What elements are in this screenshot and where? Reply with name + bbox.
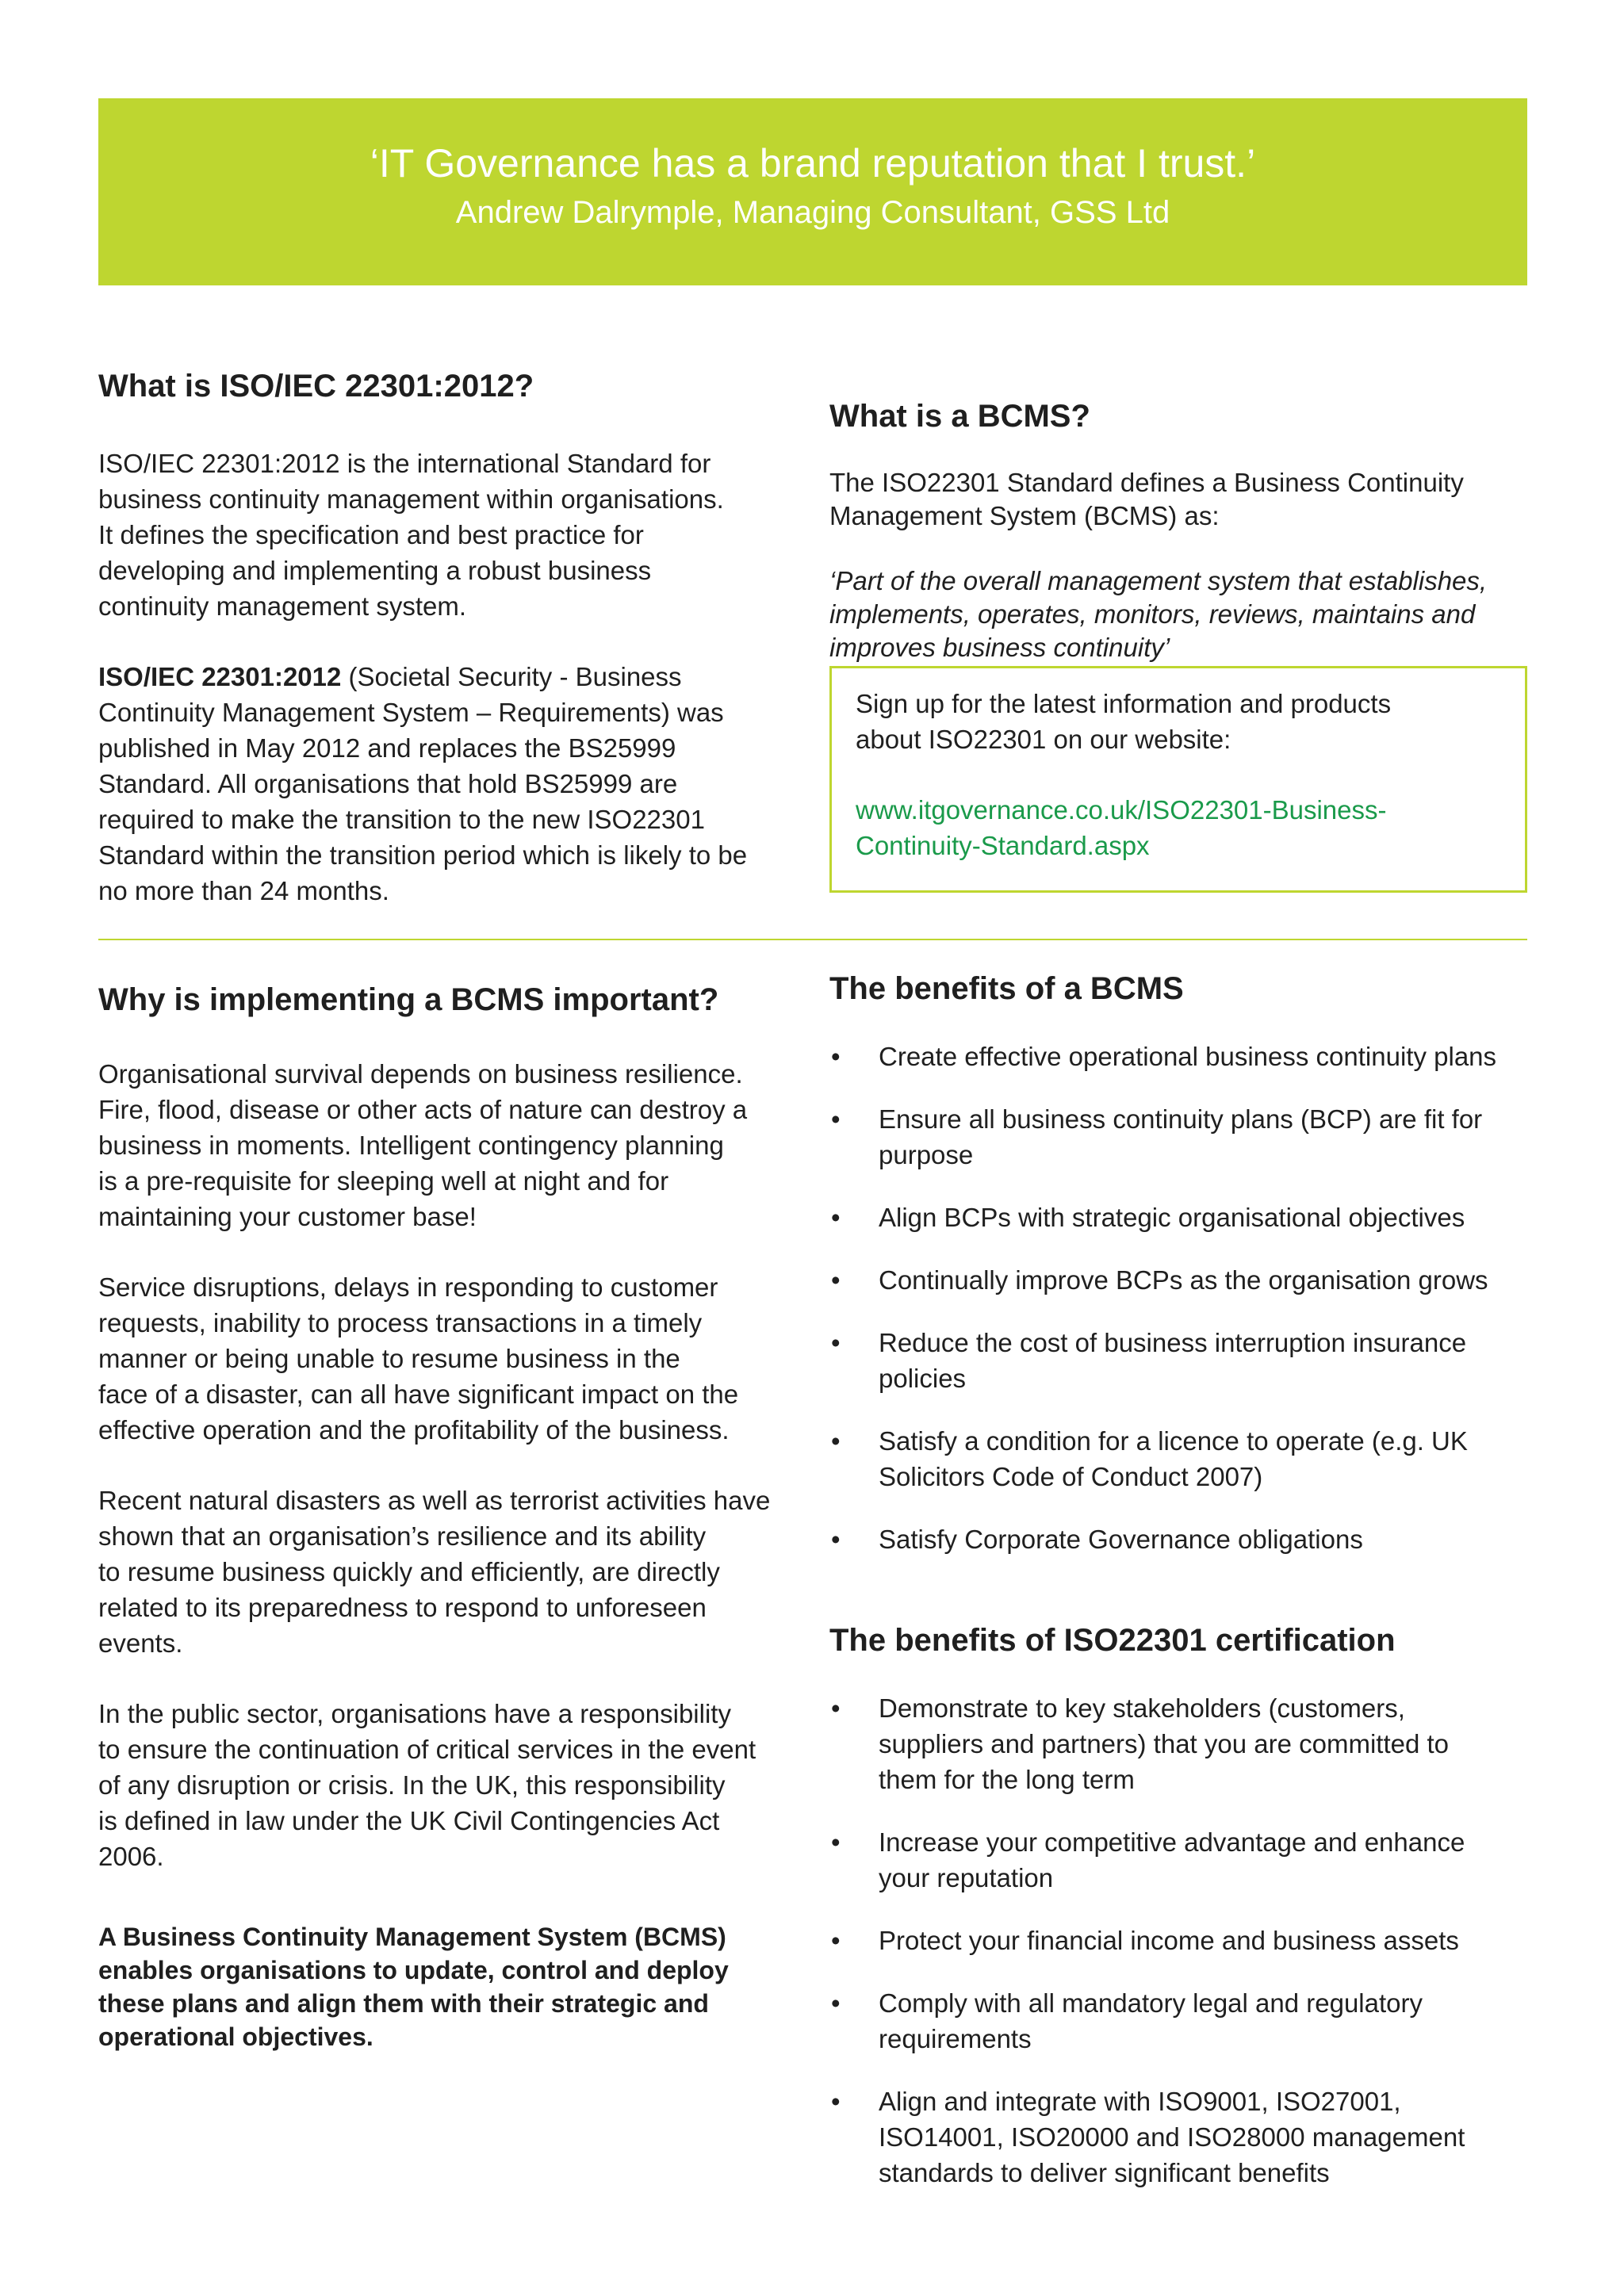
paragraph-gap xyxy=(98,1661,796,1696)
why-paragraph: In the public sector, organisations have a responsibility to ensure the continuation of critical services in the event of any disruption or crisis. In the UK, this responsibility is defined in law under the UK Civil Contingencies Act 2006. xyxy=(98,1699,756,1871)
section-divider xyxy=(98,939,1527,940)
benefit-item: • Reduce the cost of business interruption insurance policies xyxy=(829,1325,1527,1396)
why-paragraphs xyxy=(98,1056,796,1874)
bullet-icon: • xyxy=(831,1104,841,1134)
benefits-cert-list xyxy=(829,1690,1527,2191)
benefit-item: • Demonstrate to key stakeholders (customers, suppliers and partners) that you are committed to them for the long term xyxy=(829,1690,1527,1797)
benefit-item: • Align and integrate with ISO9001, ISO27001, ISO14001, ISO20000 and ISO28000 management standards to deliver significant benefits xyxy=(829,2084,1527,2191)
heading-what-iso: What is ISO/IEC 22301:2012? xyxy=(98,369,534,404)
bullet-icon: • xyxy=(831,1693,841,1723)
what-bcms-intro: The ISO22301 Standard defines a Business Continuity Management System (BCMS) as: xyxy=(829,468,1464,530)
heading-what-bcms: What is a BCMS? xyxy=(829,399,1090,434)
benefit-item: • Create effective operational business continuity plans xyxy=(829,1039,1527,1074)
bullet-icon: • xyxy=(831,1926,841,1955)
testimonial-banner xyxy=(98,98,1527,285)
benefit-item: • Satisfy Corporate Governance obligations xyxy=(829,1521,1527,1557)
bullet-icon: • xyxy=(831,1328,841,1357)
why-paragraph: Service disruptions, delays in responding to customer requests, inability to process transactions in a timely manner or being unable to resume business in the face of a disaster, can all have significant impact on the effective operation and the profitability of the business. xyxy=(98,1272,739,1445)
section-benefits-cert xyxy=(829,1621,1527,2218)
why-paragraph: Organisational survival depends on business resilience. Fire, flood, disease or other acts of nature can destroy a business in moments. Intelligent contingency planning is a pre-requisite for sleeping well at night and for maintaining your customer base! xyxy=(98,1059,748,1231)
bullet-icon: • xyxy=(831,1827,841,1857)
bullet-icon: • xyxy=(831,1265,841,1295)
testimonial-quote: ‘IT Governance has a brand reputation that I trust.’ xyxy=(370,141,1256,186)
paragraph-gap xyxy=(98,1448,796,1483)
heading-benefits-cert: The benefits of ISO22301 certification xyxy=(829,1623,1396,1658)
bullet-icon: • xyxy=(831,1203,841,1232)
bullet-icon: • xyxy=(831,1426,841,1456)
paragraph-gap xyxy=(98,1234,796,1269)
testimonial-author: Andrew Dalrymple, Managing Consultant, GSS Ltd xyxy=(455,195,1170,230)
signup-link[interactable]: www.itgovernance.co.uk/ISO22301-Business- Continuity-Standard.aspx xyxy=(856,795,1387,860)
benefit-item: • Increase your competitive advantage and enhance your reputation xyxy=(829,1824,1527,1896)
benefit-item: • Ensure all business continuity plans (BCP) are fit for purpose xyxy=(829,1101,1527,1173)
what-iso-para1: ISO/IEC 22301:2012 is the international Standard for business continuity management within organisations. It defines the specification and best practice for developing and implementing a robust business continuity management system. xyxy=(98,449,724,621)
why-paragraph: Recent natural disasters as well as terrorist activities have shown that an organisation’s resilience and its ability to resume business quickly and efficiently, are directly related to its preparedness to respond to unforeseen events. xyxy=(98,1486,771,1658)
bcms-definition-quote: ‘Part of the overall management system that establishes, implements, operates, monitors, reviews, maintains and improves business continuity’ xyxy=(829,566,1488,662)
bullet-icon: • xyxy=(831,1525,841,1554)
section-what-iso xyxy=(98,366,796,909)
section-why xyxy=(98,980,796,2053)
benefit-item: • Comply with all mandatory legal and regulatory requirements xyxy=(829,1985,1527,2057)
signup-text: Sign up for the latest information and products about ISO22301 on our website: xyxy=(856,689,1392,754)
section-benefits-bcms xyxy=(829,969,1527,1584)
benefit-item: • Satisfy a condition for a licence to operate (e.g. UK Solicitors Code of Conduct 2007) xyxy=(829,1423,1527,1494)
bcms-summary-bold: A Business Continuity Management System (BCMS) enables organisations to update, control and deploy these plans and align them with their strategic and operational objectives. xyxy=(98,1923,729,2051)
section-what-bcms xyxy=(829,396,1527,664)
benefit-item: • Protect your financial income and business assets xyxy=(829,1923,1527,1958)
bullet-icon: • xyxy=(831,1988,841,2018)
benefit-item: • Continually improve BCPs as the organisation grows xyxy=(829,1262,1527,1298)
what-iso-para2: ISO/IEC 22301:2012 (Societal Security - Business Continuity Management System – Requirements) was published in May 2012 and replaces the BS25999 Standard. All organisations that hold BS25999 are required to make the transition to the new ISO22301 Standard within the transition period which is likely to be no more than 24 months. xyxy=(98,662,748,905)
bullet-icon: • xyxy=(831,1042,841,1071)
bullet-icon: • xyxy=(831,2087,841,2116)
heading-benefits-bcms: The benefits of a BCMS xyxy=(829,971,1184,1006)
signup-box xyxy=(829,666,1527,893)
benefit-item: • Align BCPs with strategic organisational objectives xyxy=(829,1200,1527,1235)
heading-why: Why is implementing a BCMS important? xyxy=(98,982,719,1017)
benefits-bcms-list xyxy=(829,1039,1527,1557)
iso-standard-name: ISO/IEC 22301:2012 xyxy=(98,662,342,691)
